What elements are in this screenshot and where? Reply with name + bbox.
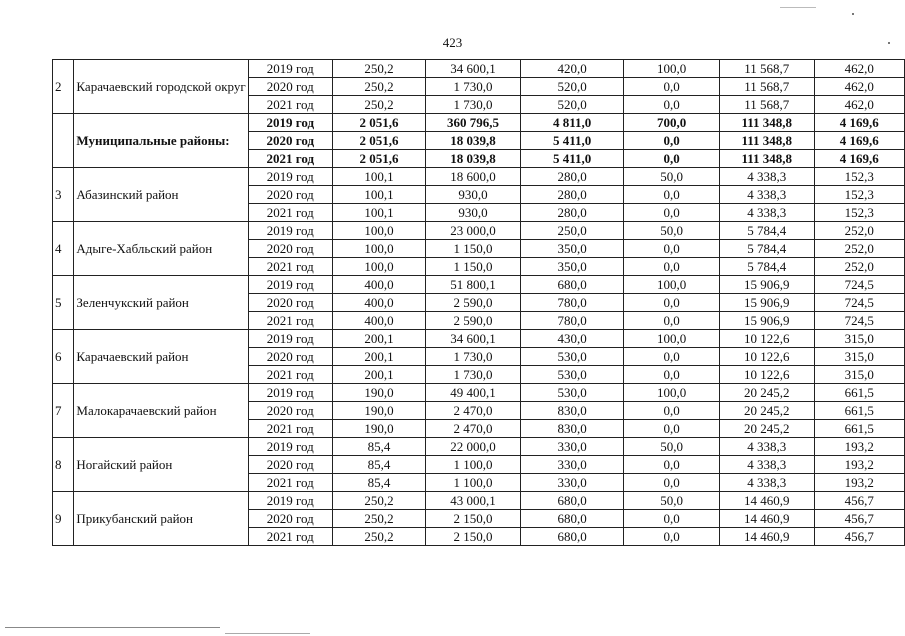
value-cell: 2 150,0 <box>426 528 521 546</box>
value-cell: 520,0 <box>520 78 624 96</box>
value-cell: 10 122,6 <box>719 330 814 348</box>
municipality-name: Малокарачаевский район <box>74 384 248 438</box>
value-cell: 20 245,2 <box>719 384 814 402</box>
row-number: 4 <box>53 222 74 276</box>
value-cell: 250,2 <box>332 510 425 528</box>
value-cell: 4 338,3 <box>719 186 814 204</box>
value-cell: 2 150,0 <box>426 510 521 528</box>
value-cell: 50,0 <box>624 168 719 186</box>
value-cell: 252,0 <box>814 222 904 240</box>
value-cell: 315,0 <box>814 330 904 348</box>
value-cell: 4 169,6 <box>814 114 904 132</box>
row-number: 5 <box>53 276 74 330</box>
year-cell: 2019 год <box>248 114 332 132</box>
value-cell: 100,1 <box>332 204 425 222</box>
table-row <box>53 330 905 348</box>
table-row <box>53 492 905 510</box>
year-cell: 2021 год <box>248 204 332 222</box>
value-cell: 350,0 <box>520 240 624 258</box>
value-cell: 700,0 <box>624 114 719 132</box>
row-number: 9 <box>53 492 74 546</box>
row-number: 6 <box>53 330 74 384</box>
value-cell: 100,0 <box>332 222 425 240</box>
value-cell: 5 411,0 <box>520 132 624 150</box>
value-cell: 100,1 <box>332 186 425 204</box>
value-cell: 724,5 <box>814 276 904 294</box>
value-cell: 200,1 <box>332 366 425 384</box>
value-cell: 420,0 <box>520 60 624 78</box>
year-cell: 2021 год <box>248 366 332 384</box>
value-cell: 190,0 <box>332 420 425 438</box>
value-cell: 4 338,3 <box>719 456 814 474</box>
year-cell: 2020 год <box>248 348 332 366</box>
value-cell: 111 348,8 <box>719 132 814 150</box>
municipality-name: Зеленчукский район <box>74 276 248 330</box>
value-cell: 4 169,6 <box>814 150 904 168</box>
value-cell: 780,0 <box>520 294 624 312</box>
value-cell: 2 051,6 <box>332 114 425 132</box>
row-number: 3 <box>53 168 74 222</box>
value-cell: 252,0 <box>814 240 904 258</box>
value-cell: 724,5 <box>814 294 904 312</box>
year-cell: 2021 год <box>248 96 332 114</box>
value-cell: 2 051,6 <box>332 132 425 150</box>
value-cell: 10 122,6 <box>719 366 814 384</box>
value-cell: 930,0 <box>426 186 521 204</box>
year-cell: 2021 год <box>248 528 332 546</box>
value-cell: 0,0 <box>624 258 719 276</box>
value-cell: 50,0 <box>624 222 719 240</box>
value-cell: 193,2 <box>814 456 904 474</box>
value-cell: 250,0 <box>520 222 624 240</box>
year-cell: 2019 год <box>248 168 332 186</box>
year-cell: 2019 год <box>248 60 332 78</box>
value-cell: 724,5 <box>814 312 904 330</box>
value-cell: 680,0 <box>520 528 624 546</box>
value-cell: 200,1 <box>332 330 425 348</box>
value-cell: 280,0 <box>520 168 624 186</box>
value-cell: 2 470,0 <box>426 420 521 438</box>
municipality-name: Прикубанский район <box>74 492 248 546</box>
value-cell: 85,4 <box>332 438 425 456</box>
value-cell: 18 039,8 <box>426 150 521 168</box>
value-cell: 2 590,0 <box>426 312 521 330</box>
value-cell: 360 796,5 <box>426 114 521 132</box>
value-cell: 100,1 <box>332 168 425 186</box>
value-cell: 830,0 <box>520 420 624 438</box>
value-cell: 193,2 <box>814 438 904 456</box>
value-cell: 250,2 <box>332 78 425 96</box>
value-cell: 85,4 <box>332 474 425 492</box>
row-number: 7 <box>53 384 74 438</box>
value-cell: 0,0 <box>624 204 719 222</box>
value-cell: 0,0 <box>624 294 719 312</box>
value-cell: 330,0 <box>520 474 624 492</box>
value-cell: 18 039,8 <box>426 132 521 150</box>
value-cell: 5 784,4 <box>719 222 814 240</box>
year-cell: 2020 год <box>248 294 332 312</box>
value-cell: 50,0 <box>624 492 719 510</box>
year-cell: 2021 год <box>248 258 332 276</box>
year-cell: 2021 год <box>248 312 332 330</box>
value-cell: 1 100,0 <box>426 456 521 474</box>
value-cell: 15 906,9 <box>719 294 814 312</box>
value-cell: 462,0 <box>814 60 904 78</box>
value-cell: 14 460,9 <box>719 510 814 528</box>
value-cell: 1 730,0 <box>426 348 521 366</box>
table-row <box>53 438 905 456</box>
year-cell: 2020 год <box>248 186 332 204</box>
value-cell: 0,0 <box>624 366 719 384</box>
value-cell: 530,0 <box>520 366 624 384</box>
table-row <box>53 384 905 402</box>
value-cell: 11 568,7 <box>719 60 814 78</box>
value-cell: 1 100,0 <box>426 474 521 492</box>
value-cell: 250,2 <box>332 492 425 510</box>
value-cell: 520,0 <box>520 96 624 114</box>
year-cell: 2021 год <box>248 474 332 492</box>
value-cell: 0,0 <box>624 528 719 546</box>
page-number: 423 <box>442 35 463 50</box>
value-cell: 100,0 <box>624 276 719 294</box>
year-cell: 2020 год <box>248 510 332 528</box>
value-cell: 330,0 <box>520 456 624 474</box>
value-cell: 4 338,3 <box>719 474 814 492</box>
value-cell: 400,0 <box>332 276 425 294</box>
row-number: 8 <box>53 438 74 492</box>
value-cell: 250,2 <box>332 60 425 78</box>
table-row <box>53 168 905 186</box>
value-cell: 20 245,2 <box>719 420 814 438</box>
year-cell: 2021 год <box>248 420 332 438</box>
year-cell: 2019 год <box>248 330 332 348</box>
value-cell: 50,0 <box>624 438 719 456</box>
value-cell: 2 051,6 <box>332 150 425 168</box>
table-row <box>53 222 905 240</box>
value-cell: 100,0 <box>624 384 719 402</box>
scan-artifact-line <box>225 633 310 634</box>
municipality-name: Муниципальные районы: <box>74 114 248 168</box>
value-cell: 252,0 <box>814 258 904 276</box>
value-cell: 43 000,1 <box>426 492 521 510</box>
value-cell: 0,0 <box>624 510 719 528</box>
value-cell: 680,0 <box>520 276 624 294</box>
value-cell: 5 411,0 <box>520 150 624 168</box>
value-cell: 190,0 <box>332 384 425 402</box>
value-cell: 0,0 <box>624 132 719 150</box>
value-cell: 111 348,8 <box>719 114 814 132</box>
value-cell: 0,0 <box>624 348 719 366</box>
value-cell: 456,7 <box>814 510 904 528</box>
value-cell: 0,0 <box>624 420 719 438</box>
value-cell: 152,3 <box>814 204 904 222</box>
value-cell: 20 245,2 <box>719 402 814 420</box>
value-cell: 1 730,0 <box>426 96 521 114</box>
value-cell: 462,0 <box>814 96 904 114</box>
value-cell: 530,0 <box>520 348 624 366</box>
year-cell: 2020 год <box>248 132 332 150</box>
value-cell: 661,5 <box>814 420 904 438</box>
value-cell: 200,1 <box>332 348 425 366</box>
value-cell: 4 811,0 <box>520 114 624 132</box>
row-number <box>53 114 74 168</box>
value-cell: 350,0 <box>520 258 624 276</box>
year-cell: 2019 год <box>248 438 332 456</box>
value-cell: 780,0 <box>520 312 624 330</box>
value-cell: 49 400,1 <box>426 384 521 402</box>
year-cell: 2020 год <box>248 402 332 420</box>
value-cell: 430,0 <box>520 330 624 348</box>
municipality-name: Карачаевский городской округ <box>74 60 248 114</box>
value-cell: 193,2 <box>814 474 904 492</box>
table-row <box>53 60 905 78</box>
value-cell: 530,0 <box>520 384 624 402</box>
value-cell: 4 338,3 <box>719 168 814 186</box>
value-cell: 0,0 <box>624 240 719 258</box>
value-cell: 15 906,9 <box>719 276 814 294</box>
table-row <box>53 276 905 294</box>
value-cell: 280,0 <box>520 204 624 222</box>
value-cell: 250,2 <box>332 96 425 114</box>
value-cell: 250,2 <box>332 528 425 546</box>
value-cell: 456,7 <box>814 528 904 546</box>
value-cell: 100,0 <box>332 258 425 276</box>
value-cell: 34 600,1 <box>426 330 521 348</box>
value-cell: 100,0 <box>624 60 719 78</box>
value-cell: 830,0 <box>520 402 624 420</box>
value-cell: 661,5 <box>814 384 904 402</box>
value-cell: 930,0 <box>426 204 521 222</box>
value-cell: 11 568,7 <box>719 78 814 96</box>
value-cell: 1 730,0 <box>426 366 521 384</box>
value-cell: 0,0 <box>624 312 719 330</box>
value-cell: 51 800,1 <box>426 276 521 294</box>
value-cell: 190,0 <box>332 402 425 420</box>
value-cell: 14 460,9 <box>719 492 814 510</box>
value-cell: 100,0 <box>332 240 425 258</box>
value-cell: 0,0 <box>624 186 719 204</box>
value-cell: 0,0 <box>624 456 719 474</box>
year-cell: 2019 год <box>248 384 332 402</box>
value-cell: 400,0 <box>332 312 425 330</box>
year-cell: 2020 год <box>248 78 332 96</box>
value-cell: 23 000,0 <box>426 222 521 240</box>
value-cell: 111 348,8 <box>719 150 814 168</box>
value-cell: 5 784,4 <box>719 258 814 276</box>
value-cell: 0,0 <box>624 150 719 168</box>
data-table <box>52 59 905 546</box>
municipality-name: Ногайский район <box>74 438 248 492</box>
value-cell: 152,3 <box>814 168 904 186</box>
value-cell: 152,3 <box>814 186 904 204</box>
value-cell: 315,0 <box>814 366 904 384</box>
year-cell: 2019 год <box>248 492 332 510</box>
year-cell: 2021 год <box>248 150 332 168</box>
scan-artifact-dot <box>852 13 854 15</box>
value-cell: 0,0 <box>624 402 719 420</box>
year-cell: 2020 год <box>248 240 332 258</box>
value-cell: 0,0 <box>624 78 719 96</box>
value-cell: 315,0 <box>814 348 904 366</box>
municipality-name: Карачаевский район <box>74 330 248 384</box>
value-cell: 1 730,0 <box>426 78 521 96</box>
municipality-name: Абазинский район <box>74 168 248 222</box>
scan-artifact-line <box>5 627 220 628</box>
year-cell: 2020 год <box>248 456 332 474</box>
value-cell: 100,0 <box>624 330 719 348</box>
value-cell: 1 150,0 <box>426 240 521 258</box>
value-cell: 34 600,1 <box>426 60 521 78</box>
value-cell: 85,4 <box>332 456 425 474</box>
value-cell: 0,0 <box>624 96 719 114</box>
value-cell: 280,0 <box>520 186 624 204</box>
municipality-name: Адыге-Хабльский район <box>74 222 248 276</box>
value-cell: 4 169,6 <box>814 132 904 150</box>
value-cell: 661,5 <box>814 402 904 420</box>
value-cell: 5 784,4 <box>719 240 814 258</box>
value-cell: 22 000,0 <box>426 438 521 456</box>
row-number: 2 <box>53 60 74 114</box>
value-cell: 2 590,0 <box>426 294 521 312</box>
value-cell: 456,7 <box>814 492 904 510</box>
value-cell: 18 600,0 <box>426 168 521 186</box>
value-cell: 10 122,6 <box>719 348 814 366</box>
value-cell: 4 338,3 <box>719 438 814 456</box>
table-row <box>53 114 905 132</box>
value-cell: 680,0 <box>520 492 624 510</box>
value-cell: 14 460,9 <box>719 528 814 546</box>
scan-artifact-line <box>780 7 816 8</box>
year-cell: 2019 год <box>248 276 332 294</box>
value-cell: 15 906,9 <box>719 312 814 330</box>
value-cell: 1 150,0 <box>426 258 521 276</box>
value-cell: 400,0 <box>332 294 425 312</box>
year-cell: 2019 год <box>248 222 332 240</box>
value-cell: 330,0 <box>520 438 624 456</box>
value-cell: 680,0 <box>520 510 624 528</box>
value-cell: 462,0 <box>814 78 904 96</box>
value-cell: 4 338,3 <box>719 204 814 222</box>
value-cell: 0,0 <box>624 474 719 492</box>
value-cell: 11 568,7 <box>719 96 814 114</box>
value-cell: 2 470,0 <box>426 402 521 420</box>
